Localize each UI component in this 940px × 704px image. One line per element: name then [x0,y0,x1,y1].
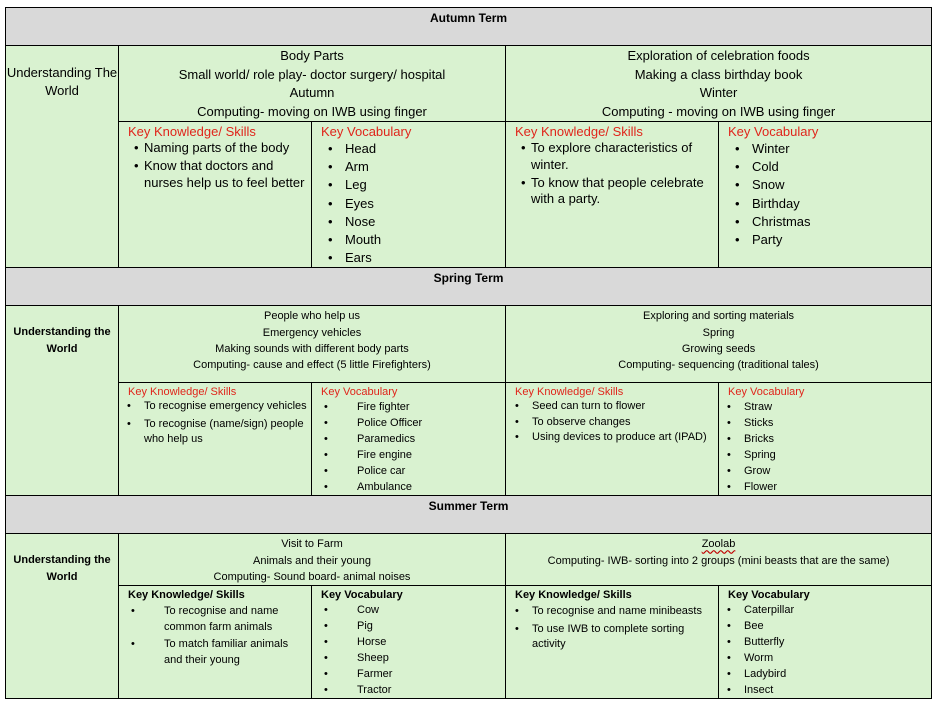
list-item: • Grow [719,463,931,479]
list-item: • Christmas [719,213,931,231]
knowledge-heading: Key Knowledge/ Skills [128,386,237,399]
list-item: • Bee [719,618,931,634]
spring-left-topics [119,306,506,383]
topic-line: Autumn [289,85,335,100]
list-item: • Fire fighter [312,399,505,415]
topic-line: Computing- Sound board- animal noises [213,571,411,584]
vocab-heading: Key Vocabulary [321,589,403,602]
list-item: • Butterfly [719,634,931,650]
spring-left-vocab-cell [312,383,506,496]
autumn-right-vocab-cell [719,122,932,268]
vocab-list [312,602,505,698]
summer-term-title: Summer Term [428,499,509,514]
knowledge-heading: Key Knowledge/ Skills [515,386,624,399]
list-item: • Ears [312,249,505,267]
autumn-left-knowledge-cell [119,122,312,268]
list-item: • Leg [312,176,505,194]
list-item: • To recognise emergency vehicles [119,399,311,415]
list-item: • Flower [719,479,931,495]
summer-subject-label: Understanding the World [6,534,119,699]
list-item: • Using devices to produce art (IPAD) [506,430,718,446]
list-item: • Insect [719,682,931,698]
vocab-heading: Key Vocabulary [321,386,398,399]
knowledge-heading: Key Knowledge/ Skills [128,589,245,602]
list-item: • Birthday [719,195,931,213]
topic-line: Computing - moving on IWB using finger [601,103,836,119]
vocab-list [719,602,931,698]
list-item: • Horse [312,634,505,650]
topic-line: Computing- cause and effect (5 little Firefighters) [193,359,431,372]
spring-left-knowledge-cell [119,383,312,496]
list-item: • Party [719,231,931,249]
list-item: • Mouth [312,231,505,249]
topic-line: People who help us [263,310,360,323]
autumn-term-title: Autumn Term [429,11,508,25]
topic-line: Growing seeds [681,343,756,356]
knowledge-heading: Key Knowledge/ Skills [128,124,256,139]
vocab-heading: Key Vocabulary [321,124,412,139]
summer-right-topics [506,534,932,586]
vocab-list [719,140,931,249]
list-item: • Worm [719,650,931,666]
topic-line: Winter [699,85,738,100]
topic-line: Visit to Farm [281,538,343,551]
autumn-right-knowledge-cell [506,122,719,268]
list-item: • Caterpillar [719,602,931,618]
autumn-left-vocab-cell [312,122,506,268]
topic-line: Zoolab [701,538,736,551]
list-item: • Eyes [312,195,505,213]
spring-term-title: Spring Term [433,271,504,286]
autumn-term-header [6,8,932,46]
spring-right-topics [506,306,932,383]
list-item: • Arm [312,158,505,176]
knowledge-list [506,140,718,208]
list-item: • Know that doctors and nurses help us to feel better [119,158,311,191]
knowledge-list [119,140,311,191]
list-item: • Fire engine [312,447,505,463]
topic-line: Exploration of celebration foods [627,48,810,63]
list-item: • Bricks [719,431,931,447]
list-item: • To recognise and name common farm animals [119,604,311,635]
topic-line: Small world/ role play- doctor surgery/ hospital [178,66,446,82]
spring-subject-label: Understanding the World [6,306,119,496]
curriculum-table [5,7,932,699]
vocab-list [312,140,505,267]
vocab-list [312,399,505,495]
vocab-heading: Key Vocabulary [728,386,805,399]
autumn-left-topics [119,46,506,122]
list-item: • Sheep [312,650,505,666]
spring-right-knowledge-cell [506,383,719,496]
list-item: • Nose [312,213,505,231]
vocab-heading: Key Vocabulary [728,589,810,602]
knowledge-heading: Key Knowledge/ Skills [515,124,643,139]
autumn-subject-label: Understanding The World [6,46,119,268]
summer-right-knowledge-cell [506,586,719,699]
list-item: • To use IWB to complete sorting activity [506,622,718,653]
topic-line: Emergency vehicles [262,326,362,339]
summer-left-knowledge-cell [119,586,312,699]
list-item: • To know that people celebrate with a party. [506,175,718,208]
topic-line: Making sounds with different body parts [215,343,409,356]
list-item: • To observe changes [506,415,718,431]
list-item: • Cow [312,602,505,618]
topic-line: Computing- IWB- sorting into 2 groups (mini beasts that are the same) [547,554,890,567]
list-item: • Seed can turn to flower [506,399,718,415]
summer-left-topics [119,534,506,586]
list-item: • Ladybird [719,666,931,682]
list-item: • To recognise and name minibeasts [506,604,718,620]
spring-right-vocab-cell [719,383,932,496]
list-item: • Straw [719,399,931,415]
list-item: • Head [312,140,505,158]
topic-line: Making a class birthday book [634,66,803,82]
knowledge-list [506,602,718,653]
knowledge-list [506,399,718,446]
list-item: • Pig [312,618,505,634]
list-item: • Tractor [312,682,505,698]
spring-term-header [6,268,932,306]
vocab-heading: Key Vocabulary [728,124,819,139]
list-item: • Sticks [719,415,931,431]
knowledge-list [119,399,311,448]
topic-line: Spring [702,326,735,339]
list-item: • Cold [719,158,931,176]
list-item: • To explore characteristics of winter. [506,140,718,173]
topic-line: Exploring and sorting materials [643,310,795,323]
list-item: • Police car [312,463,505,479]
summer-right-vocab-cell [719,586,932,699]
list-item: • Paramedics [312,431,505,447]
list-item: • To match familiar animals and their young [119,637,311,668]
topic-line: Computing- moving on IWB using finger [197,103,427,119]
topic-line: Animals and their young [252,554,371,567]
list-item: • Snow [719,176,931,194]
list-item: • Ambulance [312,479,505,495]
list-item: • Farmer [312,666,505,682]
list-item: • Winter [719,140,931,158]
vocab-list [719,399,931,495]
list-item: • Spring [719,447,931,463]
knowledge-heading: Key Knowledge/ Skills [515,589,632,602]
knowledge-list [119,602,311,668]
autumn-right-topics [506,46,932,122]
summer-term-header [6,496,932,534]
list-item: • Naming parts of the body [119,140,311,157]
summer-left-vocab-cell [312,586,506,699]
list-item: • To recognise (name/sign) people who help us [119,417,311,448]
topic-line: Body Parts [280,48,344,63]
topic-line: Computing- sequencing (traditional tales) [618,359,819,372]
list-item: • Police Officer [312,415,505,431]
